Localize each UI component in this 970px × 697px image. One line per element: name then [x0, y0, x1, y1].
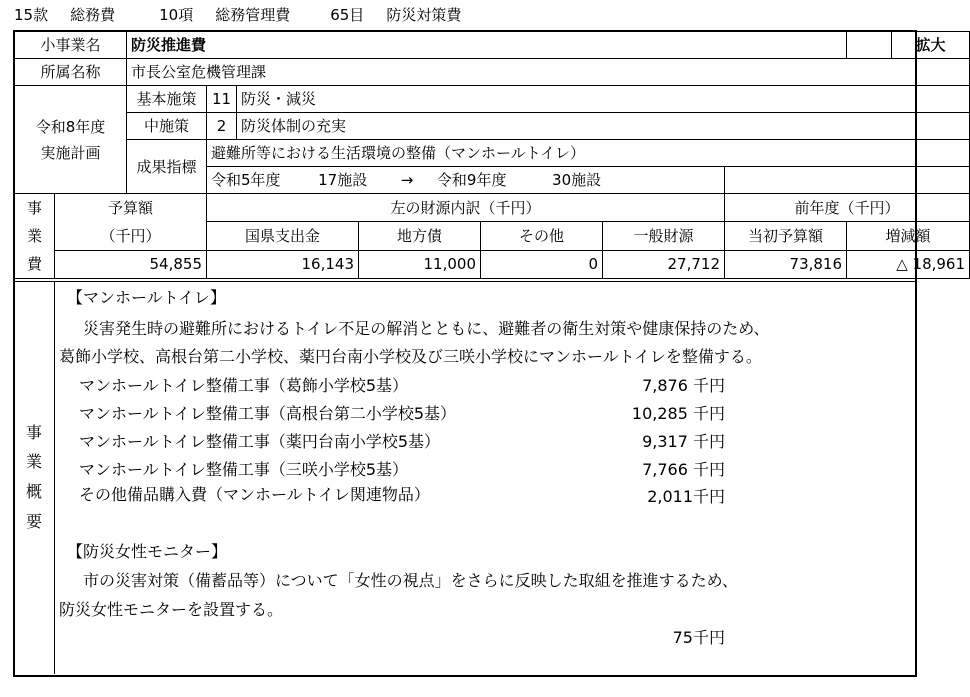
- header-kan: 15款: [14, 6, 49, 24]
- section2-amount: 75千円: [672, 628, 725, 647]
- item-amount: 9,317 千円: [642, 432, 725, 451]
- item-amount: 2,011千円: [647, 487, 725, 506]
- spacer-cell: [847, 32, 892, 59]
- item-name: マンホールトイレ整備工事（薬円台南小学校5基）: [79, 432, 441, 451]
- overview-section: [14, 281, 915, 675]
- cost-label-1: 事: [26, 199, 42, 217]
- header-kou: 10項: [159, 6, 194, 24]
- section1-title: 【マンホールトイレ】: [67, 288, 226, 307]
- overview-label-1: 事: [25, 423, 42, 442]
- plan-year: 令和8年度: [35, 117, 106, 136]
- indicator-text: 避難所等における生活環境の整備（マンホールトイレ）: [207, 140, 970, 167]
- budget-national: 16,143: [207, 250, 359, 278]
- item-amount: 7,766 千円: [642, 460, 725, 479]
- section2-text-1: 市の災害対策（備蓄品等）について「女性の視点」をさらに反映した取組を推進するため、: [83, 571, 739, 590]
- indicator-values: [207, 167, 725, 194]
- indicator-from-year: 令和5年度: [211, 171, 281, 189]
- overview-label-2: 業: [25, 452, 42, 471]
- budget-other: 0: [481, 250, 603, 278]
- col-other: その他: [481, 222, 603, 250]
- overview-label-3: 概: [25, 482, 42, 501]
- indicator-empty: [725, 167, 970, 194]
- basic-policy-label: 基本施策: [127, 86, 207, 113]
- col-diff: 増減額: [847, 222, 970, 250]
- dept-label: 所属名称: [15, 59, 127, 86]
- item-name: その他備品購入費（マンホールトイレ関連物品）: [79, 485, 430, 504]
- basic-policy-no: 11: [207, 86, 237, 113]
- section1-text-2: 葛飾小学校、高根台第二小学校、薬円台南小学校及び三咲小学校にマンホールトイレを整備する。: [59, 347, 762, 366]
- section2-title: 【防災女性モニター】: [67, 542, 228, 561]
- budget-bond: 11,000: [359, 250, 481, 278]
- cost-label: [15, 194, 55, 279]
- col-initial-budget: 当初予算額: [725, 222, 847, 250]
- col-general: 一般財源: [603, 222, 725, 250]
- header-moku-name: 防災対策費: [386, 6, 462, 24]
- budget-label: 予算額: [55, 194, 207, 222]
- business-name: 防災推進費: [127, 32, 847, 59]
- col-national: 国県支出金: [207, 222, 359, 250]
- cost-label-2: 業: [26, 227, 42, 245]
- budget-general: 27,712: [603, 250, 725, 278]
- item-name: マンホールトイレ整備工事（高根台第二小学校5基）: [79, 404, 457, 423]
- arrow-icon: →: [400, 171, 414, 189]
- header-kan-name: 総務費: [70, 6, 116, 24]
- budget-diff: △ 18,961: [847, 250, 970, 278]
- budget-unit: （千円）: [55, 222, 207, 250]
- header-kou-name: 総務管理費: [215, 6, 291, 24]
- mid-policy-no: 2: [207, 113, 237, 140]
- section1-text-1: 災害発生時の避難所におけるトイレ不足の解消とともに、避難者の衛生対策や健康保持のため、: [83, 319, 770, 338]
- indicator-to-value: 30施設: [552, 171, 602, 189]
- col-bond: 地方債: [359, 222, 481, 250]
- header-moku: 65目: [330, 6, 365, 24]
- page-header: [14, 4, 483, 26]
- small-business-label: 小事業名: [15, 32, 127, 59]
- indicator-label: 成果指標: [127, 140, 207, 194]
- mid-policy-text: 防災体制の充実: [237, 113, 970, 140]
- indicator-to-year: 令和9年度: [436, 171, 507, 189]
- item-amount: 7,876 千円: [642, 376, 725, 395]
- overview-label: [14, 282, 55, 674]
- plan-title: 実施計画: [40, 143, 101, 162]
- overview-label-4: 要: [25, 512, 42, 531]
- indicator-from-value: 17施設: [318, 171, 368, 189]
- business-table: [14, 31, 970, 279]
- expansion-tag: 拡大: [892, 32, 970, 59]
- section2-text-2: 防災女性モニターを設置する。: [59, 600, 284, 619]
- cost-label-3: 費: [26, 255, 42, 273]
- budget-total: 54,855: [55, 250, 207, 278]
- item-amount: 10,285 千円: [631, 404, 725, 423]
- basic-policy-text: 防災・減災: [237, 86, 970, 113]
- item-name: マンホールトイレ整備工事（葛飾小学校5基）: [79, 376, 409, 395]
- item-name: マンホールトイレ整備工事（三咲小学校5基）: [79, 460, 409, 479]
- mid-policy-label: 中施策: [127, 113, 207, 140]
- budget-prev: 73,816: [725, 250, 847, 278]
- plan-label: [15, 86, 127, 194]
- previous-year-label: 前年度（千円）: [725, 194, 970, 222]
- finance-breakdown-label: 左の財源内訳（千円）: [207, 194, 725, 222]
- dept-name: 市長公室危機管理課: [127, 59, 970, 86]
